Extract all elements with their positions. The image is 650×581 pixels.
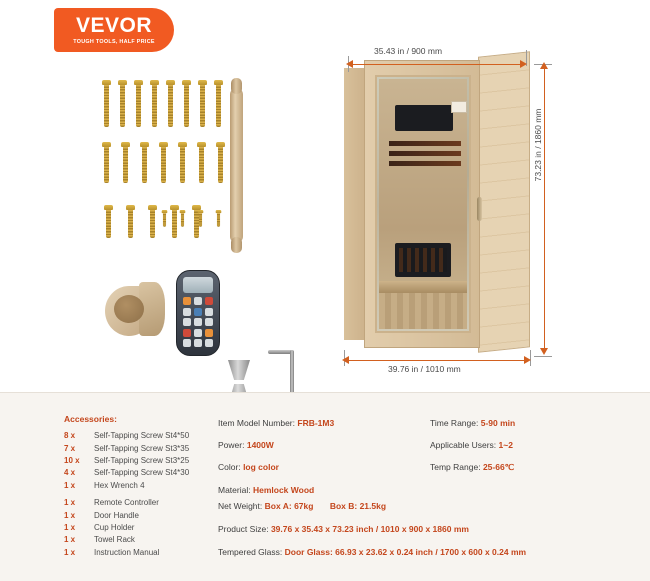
screw-icon	[216, 210, 222, 227]
spec-value: 1400W	[246, 440, 274, 451]
height-dimension-label: 73.23 in / 1860 mm	[533, 108, 543, 182]
spec-row	[218, 417, 428, 430]
accessory-name: Door Handle	[94, 510, 139, 520]
screw-icon	[166, 80, 175, 127]
screw-icon	[118, 80, 127, 127]
screw-icon	[134, 80, 143, 127]
list-item	[64, 455, 214, 467]
accessory-name: Cup Holder	[94, 522, 135, 532]
list-item	[64, 467, 214, 479]
width-dimension-line	[352, 64, 522, 65]
accessory-qty: 10 x	[64, 455, 80, 465]
spec-row	[430, 439, 630, 452]
screw-icon	[216, 142, 225, 183]
list-item	[64, 497, 214, 509]
accessory-name: Self-Tapping Screw St3*35	[94, 443, 190, 453]
accessory-name: Towel Rack	[94, 535, 135, 545]
tempered-glass-key: Tempered Glass:	[218, 547, 283, 557]
spec-value: 5-90 min	[480, 418, 516, 428]
tempered-glass-value: Door Glass: 66.93 x 23.62 x 0.24 inch / 1700 x 600 x 0.24 mm	[284, 547, 527, 557]
net-weight-key: Net Weight:	[218, 501, 263, 511]
screw-icon	[140, 142, 149, 183]
screw-icon	[198, 210, 204, 227]
sauna-product-image	[330, 46, 560, 374]
spec-key: Applicable Users:	[430, 440, 497, 451]
tempered-glass-door	[375, 75, 471, 333]
spec-column-right	[430, 417, 630, 484]
product-size-key: Product Size:	[218, 524, 269, 534]
spec-row	[430, 461, 630, 474]
spec-key: Material:	[218, 484, 251, 495]
sauna-side-panel	[478, 51, 530, 352]
depth-dimension-label: 39.76 in / 1010 mm	[388, 364, 461, 374]
spec-value: log color	[243, 462, 279, 473]
accessory-name: Self-Tapping Screw St3*25	[94, 455, 190, 465]
net-weight-box-a: Box A: 67kg	[264, 501, 314, 511]
list-item	[64, 522, 214, 534]
door-handle	[230, 88, 243, 243]
accessory-qty: 1 x	[64, 547, 76, 557]
spec-key: Power:	[218, 440, 245, 451]
spec-key: Item Model Number:	[218, 418, 295, 428]
lower-heater-panel	[395, 243, 451, 277]
depth-dimension-line	[348, 360, 526, 361]
accessory-qty: 1 x	[64, 522, 76, 532]
screw-icon	[198, 80, 207, 127]
screw-icon	[150, 80, 159, 127]
spec-row	[218, 461, 428, 474]
height-dimension-line	[544, 68, 545, 352]
brand-name: VEVOR	[75, 14, 153, 37]
door-handle-on-unit	[477, 197, 482, 221]
product-size-value: 39.76 x 35.43 x 73.23 inch / 1010 x 900 x 1860 mm	[270, 524, 469, 534]
accessory-qty: 1 x	[64, 498, 76, 508]
spec-row	[218, 439, 428, 452]
product-size-row	[218, 524, 469, 534]
spec-key: Temp Range:	[430, 462, 481, 473]
accessories-list	[64, 413, 214, 559]
screw-icon	[159, 142, 168, 183]
spec-value: 1~2	[498, 440, 513, 451]
list-item	[64, 430, 214, 442]
list-item	[64, 510, 214, 522]
accessory-name: Remote Controller	[94, 498, 159, 508]
accessory-qty: 7 x	[64, 443, 76, 453]
accessory-qty: 1 x	[64, 480, 76, 490]
spec-key: Time Range:	[430, 418, 479, 428]
accessory-qty: 8 x	[64, 431, 76, 441]
screw-icon	[148, 205, 157, 238]
accessory-name: Self-Tapping Screw St4*30	[94, 468, 190, 478]
net-weight-box-b: Box B: 21.5kg	[329, 501, 387, 511]
accessory-parts-illustration	[0, 60, 330, 380]
sauna-front-frame	[364, 60, 480, 348]
screw-icon	[182, 80, 191, 127]
spec-row	[430, 417, 630, 430]
screw-icon	[102, 80, 111, 127]
screw-icon	[197, 142, 206, 183]
screw-icon	[104, 205, 113, 238]
control-panel	[451, 101, 467, 113]
accessories-title: Accessories:	[64, 414, 117, 424]
heater-bar	[389, 141, 461, 146]
sauna-floor	[379, 293, 467, 329]
spec-row	[218, 484, 428, 497]
infrared-heater-panel	[395, 105, 453, 131]
tempered-glass-row	[218, 547, 526, 557]
net-weight-row	[218, 501, 386, 511]
heater-bar	[389, 151, 461, 156]
accessory-qty: 1 x	[64, 510, 76, 520]
remote-controller	[176, 270, 220, 356]
screw-icon	[170, 205, 179, 238]
screw-icon	[126, 205, 135, 238]
accessory-qty: 4 x	[64, 468, 76, 478]
sauna-unit	[344, 60, 530, 350]
heater-bar	[389, 161, 461, 166]
sauna-interior	[379, 79, 467, 329]
list-item	[64, 443, 214, 455]
spec-column-middle	[218, 417, 428, 506]
list-item	[64, 547, 214, 559]
spec-value: 25-66℃	[482, 462, 515, 473]
accessory-name: Instruction Manual	[94, 547, 160, 557]
brand-logo	[54, 8, 174, 52]
screw-icon	[178, 142, 187, 183]
list-item	[64, 480, 214, 492]
accessory-name: Self-Tapping Screw St4*50	[94, 431, 190, 441]
screw-icon	[121, 142, 130, 183]
cup-holder	[105, 282, 167, 340]
brand-tagline: TOUGH TOOLS, HALF PRICE	[73, 39, 155, 45]
screw-icon	[214, 80, 223, 127]
specifications-panel	[0, 392, 650, 581]
spec-key: Color:	[218, 462, 241, 473]
list-item	[64, 534, 214, 546]
spec-value: Hemlock Wood	[252, 484, 315, 495]
width-dimension-label: 35.43 in / 900 mm	[374, 46, 443, 56]
sauna-bench	[379, 281, 467, 293]
accessory-qty: 1 x	[64, 535, 76, 545]
screw-icon	[180, 210, 186, 227]
screw-icon	[102, 142, 111, 183]
accessory-name: Hex Wrench 4	[94, 480, 145, 490]
screw-icon	[162, 210, 168, 227]
spec-value: FRB-1M3	[297, 418, 335, 428]
